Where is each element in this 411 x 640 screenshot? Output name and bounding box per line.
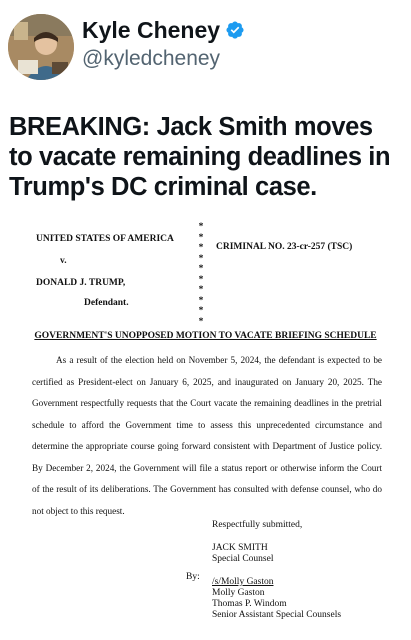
caption-plaintiff: UNITED STATES OF AMERICA: [36, 234, 174, 244]
signature-closing: Respectfully submitted,: [212, 520, 303, 530]
user-handle[interactable]: @kyledcheney: [82, 47, 221, 70]
caption-defendant-name: DONALD J. TRUMP,: [36, 278, 126, 288]
caption-defendant-label: Defendant.: [84, 298, 129, 308]
avatar-photo-icon: [8, 14, 74, 80]
signature-block: [212, 520, 341, 621]
caption-versus: v.: [60, 256, 67, 266]
tweet-text: BREAKING: Jack Smith moves to vacate remaining deadlines in Trump's DC criminal case.: [9, 113, 391, 201]
case-caption: [0, 218, 411, 327]
signature-name: JACK SMITH: [212, 543, 268, 553]
display-name[interactable]: [82, 16, 245, 44]
case-number: CRIMINAL NO. 23-cr-257 (TSC): [216, 242, 353, 252]
motion-paragraph: As a result of the election held on November 5, 2024, the defendant is expected to be certified as President-elect on January 6, 2025, and inaugurated on January 20, 2025. The Government respectfully requests that the Court vacate the remaining deadlines in the pretrial schedule to afford the Government time to assess this unprecedented circumstance and determine the appropriate course going forward consistent with Department of Justice policy. By December 2, 2024, the Government will file a status report or otherwise inform the Court of the result of its deliberations. The Government has consulted with defense counsel, who do not object to this request.: [32, 355, 382, 516]
signer-1: Molly Gaston: [212, 588, 265, 598]
signature-by-label: By:: [186, 572, 200, 582]
motion-body: [32, 350, 382, 522]
signer-role: Senior Assistant Special Counsels: [212, 610, 342, 620]
signature-title: Special Counsel: [212, 554, 274, 564]
tweet-header: [8, 14, 403, 80]
caption-divider: * * * * * * * * * *: [198, 222, 204, 327]
display-name-text: Kyle Cheney: [82, 17, 221, 43]
avatar[interactable]: [8, 14, 74, 80]
slash-signature: /s/Molly Gaston: [212, 577, 274, 587]
signer-2: Thomas P. Windom: [212, 599, 287, 609]
verified-badge-icon: [225, 20, 245, 40]
motion-title: GOVERNMENT'S UNOPPOSED MOTION TO VACATE BRIEFING SCHEDULE: [34, 331, 377, 341]
attached-document-image[interactable]: [0, 218, 411, 640]
